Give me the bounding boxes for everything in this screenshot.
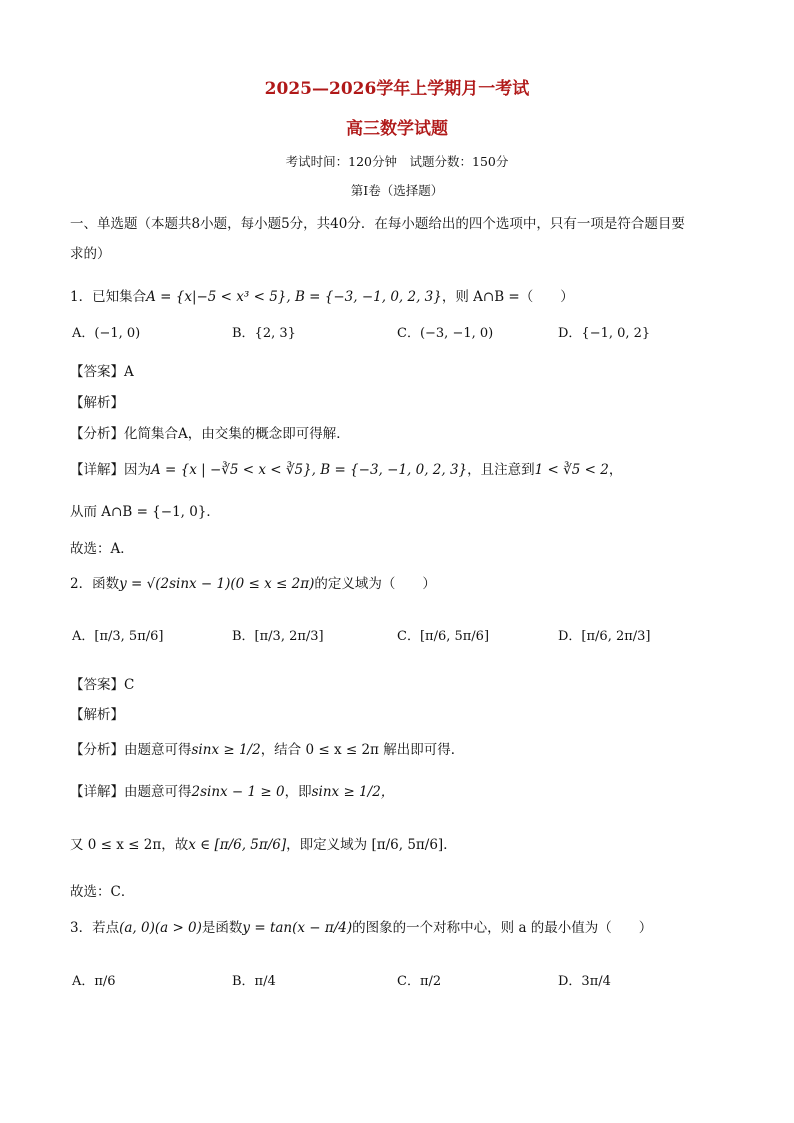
q1-option-d: D．{−1, 0, 2} <box>558 326 651 341</box>
q2-option-c: C．[π/6, 5π/6] <box>397 629 490 644</box>
q1-option-b: B．{2, 3} <box>232 326 296 341</box>
q2-analysis-ineq: sinx ≥ 1/2 <box>191 742 261 758</box>
volume-heading: 第Ⅰ卷（选择题） <box>350 183 444 198</box>
q2-choose: 故选：C． <box>70 884 135 900</box>
exam-info: 考试时间：120分钟 试题分数：150分 <box>285 154 509 169</box>
question-1-sets: A = {x|−5 < x³ < 5}, B = {−3, −1, 0, 2, 3} <box>146 289 442 305</box>
q2-analysis-lead: 【分析】由题意可得 <box>70 742 192 758</box>
section-heading: 一、单选题（本题共8小题，每小题5分，共40分．在每小题给出的四个选项中，只有一项是符合题目要 <box>70 216 685 232</box>
q2-option-d: D．[π/6, 2π/3] <box>558 629 651 644</box>
q1-detail-end: ， <box>608 462 623 478</box>
q1-answer: 【答案】A <box>70 364 134 380</box>
q3-option-c: C．π/2 <box>397 974 442 989</box>
q1-detail-math: A = {x | −∛5 < x < ∛5}, B = {−3, −1, 0, 2, 3} <box>151 462 468 478</box>
question-3-point: (a, 0)(a > 0) <box>119 920 202 936</box>
question-3 <box>70 916 652 936</box>
question-3-func: y = tan(x − π/4) <box>242 920 353 936</box>
q2-also <box>70 833 457 853</box>
q2-also-end: ，即定义域为 [π/6, 5π/6]． <box>286 837 457 853</box>
q2-detail-lead: 【详解】由题意可得 <box>70 784 192 800</box>
q3-option-d: D．3π/4 <box>558 974 611 989</box>
q2-detail <box>70 780 394 800</box>
question-1 <box>70 285 574 305</box>
q1-detail-lead: 【详解】因为 <box>70 462 151 478</box>
q3-option-a: A．π/6 <box>72 974 116 989</box>
exam-subtitle: 高三数学试题 <box>346 119 448 139</box>
q2-detail-ineq: 2sinx − 1 ≥ 0 <box>191 784 285 800</box>
question-3-mid: 是函数 <box>201 920 243 936</box>
q1-from: 从而 A∩B = {−1, 0}． <box>70 504 220 520</box>
question-2-suffix: 的定义域为（ ） <box>314 576 436 592</box>
q1-option-a: A．(−1, 0) <box>72 326 141 341</box>
question-3-suffix: 的图象的一个对称中心，则 a 的最小值为（ ） <box>352 920 653 936</box>
q1-analysis: 【分析】化简集合A，由交集的概念即可得解． <box>70 426 350 442</box>
question-3-prefix: 3．若点 <box>70 920 120 936</box>
exam-title: 2025—2026学年上学期月一考试 <box>264 79 530 99</box>
section-heading-cont: 求的） <box>70 246 111 262</box>
q2-analysis-end: ，结合 0 ≤ x ≤ 2π 解出即可得． <box>260 742 465 758</box>
q2-detail-end: sinx ≥ 1/2， <box>311 784 395 800</box>
question-1-prefix: 1．已知集合 <box>70 289 147 305</box>
q1-detail <box>70 458 622 478</box>
q2-analysis <box>70 738 464 758</box>
q2-also-lead: 又 0 ≤ x ≤ 2π，故 <box>70 837 189 853</box>
q1-choose: 故选：A． <box>70 541 134 557</box>
question-1-suffix: ，则 A∩B =（ ） <box>441 289 574 305</box>
q2-option-a: A．[π/3, 5π/6] <box>72 629 164 644</box>
q2-detail-mid: ，即 <box>284 784 312 800</box>
q1-analysis-tag: 【解析】 <box>70 395 124 411</box>
question-2-func: y = √(2sinx − 1)(0 ≤ x ≤ 2π) <box>119 576 315 592</box>
q1-detail-mid: ，且注意到 <box>467 462 535 478</box>
q2-also-mid: x ∈ [π/6, 5π/6] <box>188 837 287 853</box>
question-2 <box>70 572 436 592</box>
q1-detail-ineq: 1 < ∛5 < 2 <box>534 462 609 478</box>
question-2-prefix: 2．函数 <box>70 576 120 592</box>
q2-analysis-tag: 【解析】 <box>70 707 124 723</box>
q3-option-b: B．π/4 <box>232 974 276 989</box>
q2-answer: 【答案】C <box>70 677 135 693</box>
q1-option-c: C．(−3, −1, 0) <box>397 326 494 341</box>
q2-option-b: B．[π/3, 2π/3] <box>232 629 324 644</box>
